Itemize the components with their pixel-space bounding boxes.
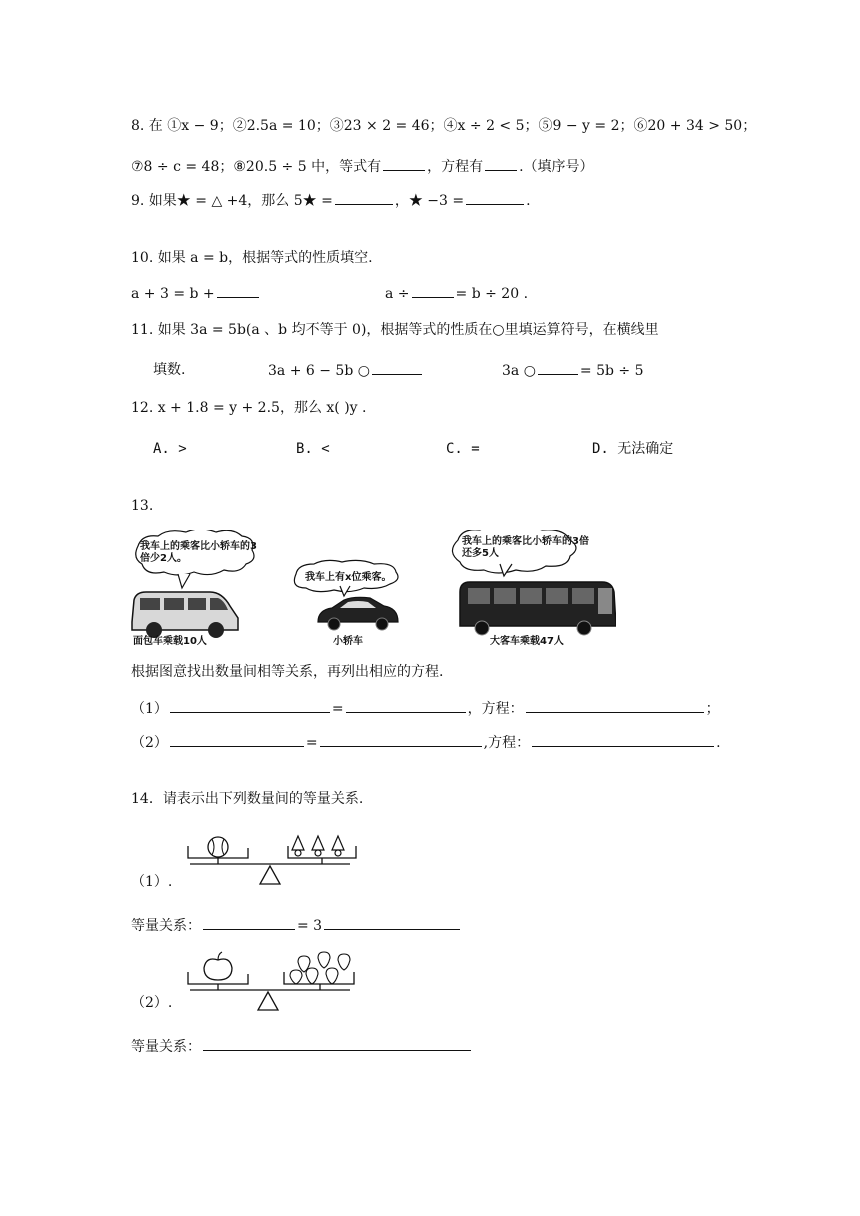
q11-expr1 bbox=[268, 360, 424, 381]
balance-scale-1 bbox=[180, 826, 360, 888]
q12-option-b[interactable]: B. < bbox=[296, 441, 330, 457]
q8-line1: 8. 在 ①x − 9；②2.5a = 10；③23 × 2 = 46；④x ÷ 2 < 5；⑤9 − y = 2；⑥20 + 34 > 50； bbox=[131, 118, 757, 134]
q10-right-text-b: = b ÷ 20 . bbox=[455, 286, 529, 302]
q13-row2-comma: ,方程： bbox=[483, 735, 531, 751]
van-bubble-text: 我车上的乘客比小轿车的3倍少2人。 bbox=[140, 541, 257, 564]
q12-option-a[interactable]: A. > bbox=[153, 441, 187, 457]
q10-left bbox=[131, 283, 261, 304]
bus-caption: 大客车乘载47人 bbox=[490, 636, 564, 647]
q13-row1-label: （1） bbox=[131, 701, 168, 717]
q11-line2a: 填数. bbox=[153, 362, 186, 378]
q13-row1-blank-left[interactable] bbox=[170, 698, 330, 713]
bus-bubble-text: 我车上的乘客比小轿车的3倍还多5人 bbox=[462, 536, 589, 559]
car-bubble-text: 我车上有x位乘客。 bbox=[305, 572, 392, 583]
q14-p1-relation bbox=[131, 915, 462, 936]
shuttlecock-icon bbox=[292, 836, 344, 856]
q12-option-c[interactable]: C. = bbox=[446, 441, 480, 457]
q13-row1-comma: ，方程： bbox=[467, 701, 524, 717]
q11-expr2 bbox=[502, 360, 644, 381]
bus-icon bbox=[460, 582, 616, 635]
baseball-icon bbox=[208, 837, 228, 857]
q14-p1-label: （1）. bbox=[131, 874, 173, 890]
q13-row1-blank-right[interactable] bbox=[346, 698, 466, 713]
q11-blank-2[interactable] bbox=[538, 360, 578, 375]
q13-row2-end: . bbox=[716, 735, 721, 751]
q9-text-b: ，★ −3 = bbox=[394, 193, 465, 209]
car-icon bbox=[318, 597, 398, 630]
q12-option-d[interactable]: D. 无法确定 bbox=[592, 441, 674, 457]
q9-blank-1[interactable] bbox=[335, 190, 393, 205]
q8-blank-equations[interactable] bbox=[383, 156, 425, 171]
q10-left-text: a + 3 = b + bbox=[131, 286, 215, 302]
q13-row2-blank-right[interactable] bbox=[320, 732, 482, 747]
q9-line bbox=[131, 190, 531, 211]
q13-row1-blank-equation[interactable] bbox=[526, 698, 704, 713]
q10-right-text-a: a ÷ bbox=[385, 286, 410, 302]
apple-icon bbox=[204, 952, 232, 980]
q13-row1-end: ； bbox=[705, 701, 720, 717]
q14-p2-label: （2）. bbox=[131, 995, 173, 1011]
strawberry-icon bbox=[290, 952, 350, 984]
q14-p1-mid: = 3 bbox=[297, 918, 323, 934]
q9-blank-2[interactable] bbox=[466, 190, 524, 205]
q8-line2-text-b: ，方程有 bbox=[427, 159, 484, 175]
q10-blank-1[interactable] bbox=[217, 283, 259, 298]
q13-row2 bbox=[131, 732, 721, 753]
q14-p2-relation bbox=[131, 1036, 473, 1057]
q14-stem: 14．请表示出下列数量间的等量关系. bbox=[131, 791, 364, 807]
q13-row2-eq: = bbox=[305, 735, 318, 751]
q13-row1 bbox=[131, 698, 720, 719]
q10-stem: 10. 如果 a = b，根据等式的性质填空. bbox=[131, 250, 373, 266]
q12-stem: 12. x + 1.8 = y + 2.5，那么 x( )y . bbox=[131, 400, 367, 416]
q10-right bbox=[385, 283, 528, 304]
balance-scale-2 bbox=[180, 948, 360, 1014]
q10-blank-2[interactable] bbox=[412, 283, 454, 298]
q11-blank-1[interactable] bbox=[372, 360, 422, 375]
q13-row2-label: （2） bbox=[131, 735, 168, 751]
q8-line2-text-c: .（填序号） bbox=[519, 159, 594, 175]
q13-stem: 根据图意找出数量间相等关系，再列出相应的方程. bbox=[131, 664, 444, 680]
q8-line2 bbox=[131, 156, 594, 177]
q8-line2-text-a: ⑦8 ÷ c = 48；⑧20.5 ÷ 5 中，等式有 bbox=[131, 159, 382, 175]
q11-expr1-text: 3a + 6 − 5b ○ bbox=[268, 363, 370, 379]
q14-p1-rel-label: 等量关系： bbox=[131, 918, 201, 934]
q9-text-a: 9. 如果★ = △ +4，那么 5★ = bbox=[131, 193, 333, 209]
q9-text-c: . bbox=[526, 193, 531, 209]
van-caption: 面包车乘载10人 bbox=[133, 636, 207, 647]
q8-blank-equations2[interactable] bbox=[485, 156, 517, 171]
q13-number: 13. bbox=[131, 498, 154, 514]
q14-p2-rel-label: 等量关系： bbox=[131, 1039, 201, 1055]
q11-expr2-text-a: 3a ○ bbox=[502, 363, 536, 379]
q14-p2-blank[interactable] bbox=[203, 1036, 471, 1051]
q13-row2-blank-equation[interactable] bbox=[532, 732, 714, 747]
q14-p1-blank-left[interactable] bbox=[203, 915, 295, 930]
q13-row1-eq: = bbox=[331, 701, 344, 717]
car-caption: 小轿车 bbox=[333, 636, 363, 647]
q11-expr2-text-b: = 5b ÷ 5 bbox=[579, 363, 644, 379]
q14-p1-blank-right[interactable] bbox=[324, 915, 460, 930]
q11-line1: 11. 如果 3a = 5b(a 、b 均不等于 0)，根据等式的性质在○里填运算符号，在横线里 bbox=[131, 322, 659, 338]
q13-row2-blank-left[interactable] bbox=[170, 732, 304, 747]
